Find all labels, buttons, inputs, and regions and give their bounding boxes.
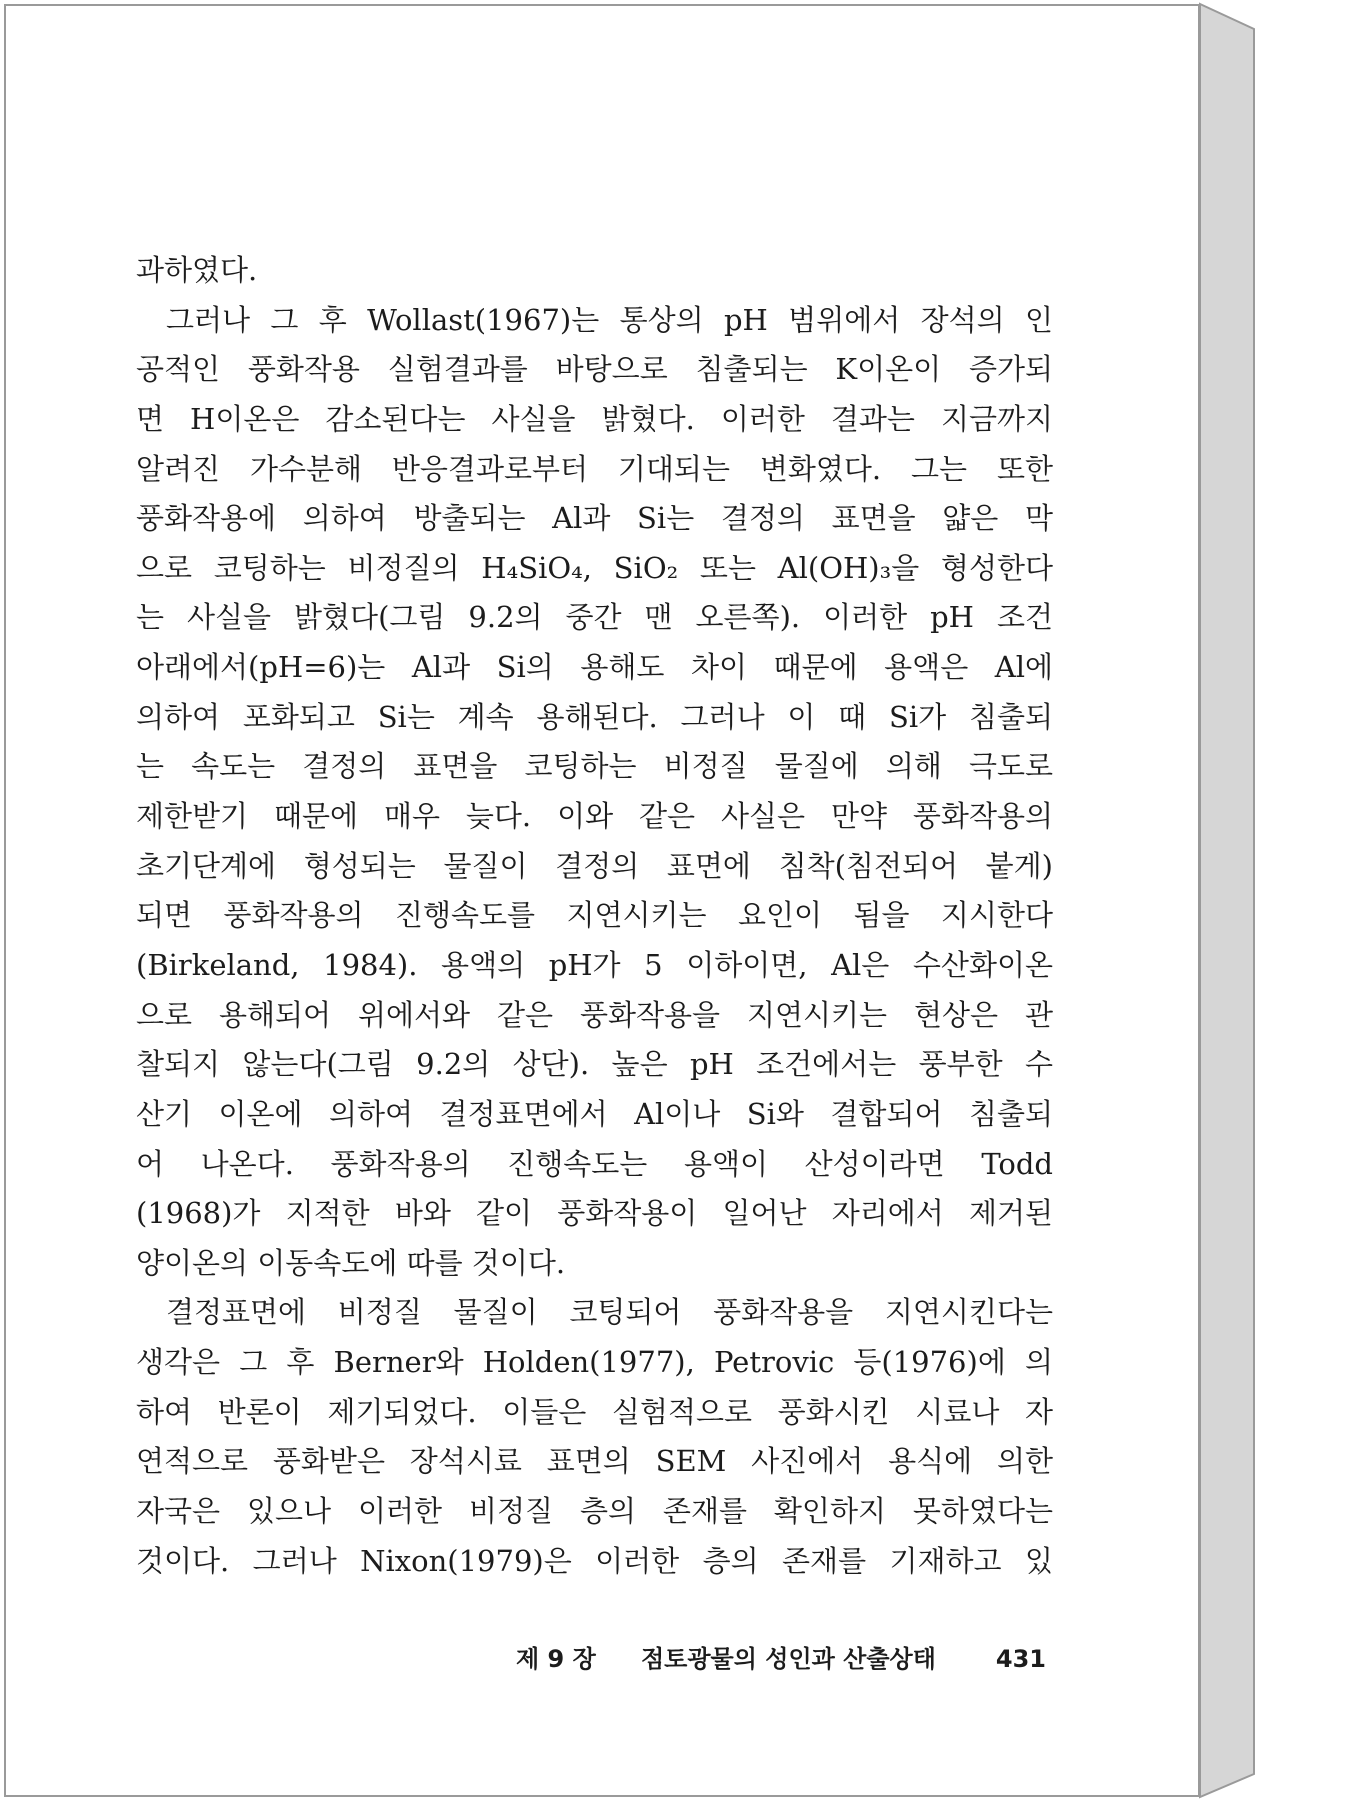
text-line: (1968)가 지적한 바와 같이 풍화작용이 일어난 자리에서 제거된 — [136, 1196, 1053, 1231]
running-footer — [516, 1639, 1046, 1679]
text-line: 생각은 그 후 Berner와 Holden(1977), Petrovic 등(1976)에 의 — [136, 1345, 1053, 1380]
text-line: 과하였다. — [136, 253, 258, 287]
text-line: 공적인 풍화작용 실험결과를 바탕으로 침출되는 K이온이 증가되 — [136, 352, 1053, 387]
text-line: 찰되지 않는다(그림 9.2의 상단). 높은 pH 조건에서는 풍부한 수 — [136, 1047, 1053, 1082]
text-line: 알려진 가수분해 반응결과로부터 기대되는 변화였다. 그는 또한 — [136, 451, 1053, 486]
text-line: 풍화작용에 의하여 방출되는 Al과 Si는 결정의 표면을 얇은 막 — [136, 501, 1053, 536]
text-line: 되면 풍화작용의 진행속도를 지연시키는 요인이 됨을 지시한다 — [136, 898, 1053, 933]
page-number: 431 — [995, 1645, 1046, 1673]
text-line: 는 속도는 결정의 표면을 코팅하는 비정질 물질에 의해 극도로 — [136, 749, 1053, 784]
text-line: 제한받기 때문에 매우 늦다. 이와 같은 사실은 만약 풍화작용의 — [136, 799, 1053, 834]
text-line: 아래에서(pH=6)는 Al과 Si의 용해도 차이 때문에 용액은 Al에 — [136, 650, 1053, 685]
text-line: 어 나온다. 풍화작용의 진행속도는 용액이 산성이라면 Todd — [136, 1146, 1053, 1181]
text-line: 결정표면에 비정질 물질이 코팅되어 풍화작용을 지연시킨다는 — [166, 1295, 1053, 1330]
text-line: 것이다. 그러나 Nixon(1979)은 이러한 층의 존재를 기재하고 있 — [136, 1543, 1053, 1578]
book-page-edge — [1200, 4, 1254, 1797]
text-line: 으로 코팅하는 비정질의 H₄SiO₄, SiO₂ 또는 Al(OH)₃을 형성한다 — [136, 550, 1053, 585]
book-page — [4, 4, 1200, 1797]
footer-chapter: 제 9 장 — [516, 1645, 596, 1673]
text-line: 의하여 포화되고 Si는 계속 용해된다. 그러나 이 때 Si가 침출되 — [136, 699, 1053, 734]
footer-chapter-title: 점토광물의 성인과 산출상태 — [641, 1645, 936, 1673]
text-line: 초기단계에 형성되는 물질이 결정의 표면에 침착(침전되어 붙게) — [136, 848, 1053, 883]
text-line: 연적으로 풍화받은 장석시료 표면의 SEM 사진에서 용식에 의한 — [136, 1444, 1053, 1479]
text-line: 으로 용해되어 위에서와 같은 풍화작용을 지연시키는 현상은 관 — [136, 997, 1053, 1032]
text-line: 는 사실을 밝혔다(그림 9.2의 중간 맨 오른쪽). 이러한 pH 조건 — [136, 600, 1053, 635]
body-text — [136, 246, 1053, 1586]
text-line: (Birkeland, 1984). 용액의 pH가 5 이하이면, Al은 수산화이온 — [136, 947, 1053, 982]
text-line: 자국은 있으나 이러한 비정질 층의 존재를 확인하지 못하였다는 — [136, 1494, 1053, 1529]
text-line: 하여 반론이 제기되었다. 이들은 실험적으로 풍화시킨 시료나 자 — [136, 1394, 1053, 1429]
text-line: 양이온의 이동속도에 따를 것이다. — [136, 1245, 566, 1280]
text-line: 산기 이온에 의하여 결정표면에서 Al이나 Si와 결합되어 침출되 — [136, 1096, 1053, 1131]
text-line: 면 H이온은 감소된다는 사실을 밝혔다. 이러한 결과는 지금까지 — [136, 401, 1053, 436]
text-line: 그러나 그 후 Wollast(1967)는 통상의 pH 범위에서 장석의 인 — [166, 302, 1053, 337]
